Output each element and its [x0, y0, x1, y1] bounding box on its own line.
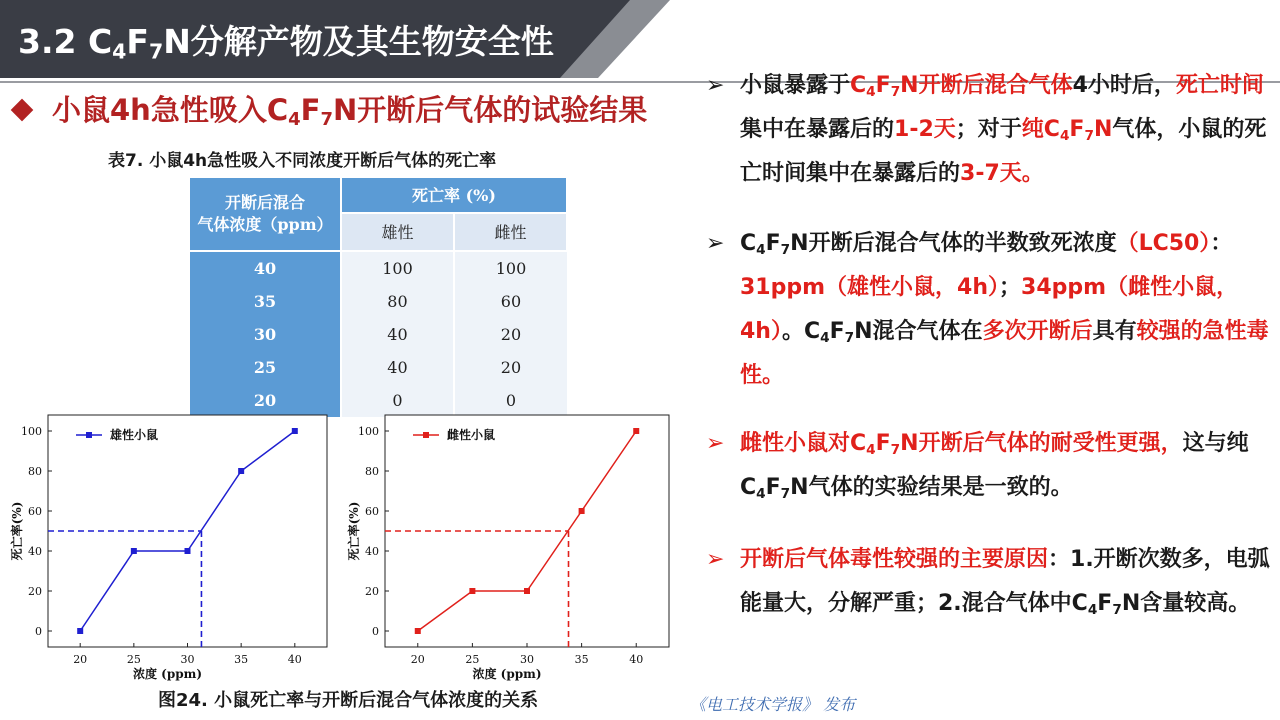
data-point	[185, 548, 191, 554]
x-axis-label: 浓度 (ppm)	[472, 667, 542, 681]
conc-cell: 20	[189, 384, 341, 417]
table-row	[189, 318, 567, 351]
mortality-group-header: 死亡率 (%)	[341, 177, 567, 213]
y-axis-label: 死亡率(%)	[347, 501, 361, 561]
y-tick-label: 40	[365, 545, 379, 558]
male-header: 雄性	[341, 213, 454, 251]
male-cell: 40	[341, 351, 454, 384]
x-tick-label: 20	[73, 653, 88, 666]
figure-caption: 图24. 小鼠死亡率与开断后混合气体浓度的关系	[158, 690, 539, 711]
page-title: 3.2 $C_4F_7N$分解产物及其生物安全性	[18, 22, 554, 64]
data-point	[415, 628, 421, 634]
y-tick-label: 60	[28, 505, 42, 518]
x-tick-label: 25	[126, 653, 141, 666]
mortality-table	[188, 176, 568, 417]
table-row	[189, 251, 567, 285]
male-cell: 80	[341, 285, 454, 318]
legend-label: 雄性小鼠	[110, 428, 159, 442]
data-point	[633, 428, 639, 434]
x-tick-label: 35	[234, 653, 249, 666]
y-tick-label: 100	[21, 425, 42, 438]
bullet-text: 雌性小鼠对$C_4F_7N$开断后气体的耐受性更强，这与纯$C_4F_7N$气体的实验结果是一致的。	[740, 431, 1249, 502]
data-point	[238, 468, 244, 474]
x-tick-label: 30	[180, 653, 195, 666]
conc-cell: 30	[189, 318, 341, 351]
x-tick-label: 40	[629, 653, 644, 666]
arrow-bullet-icon: ➢	[706, 73, 725, 98]
y-axis-label: 死亡率(%)	[10, 501, 24, 561]
female-cell: 60	[454, 285, 567, 318]
arrow-bullet-icon: ➢	[706, 431, 725, 456]
conc-cell: 35	[189, 285, 341, 318]
arrow-bullet-icon: ➢	[706, 547, 725, 572]
publisher-note: 《电工技术学报》 发布	[690, 695, 856, 714]
y-tick-label: 20	[28, 585, 42, 598]
female-cell: 20	[454, 318, 567, 351]
table-row	[189, 285, 567, 318]
x-tick-label: 40	[287, 653, 302, 666]
y-tick-label: 100	[358, 425, 379, 438]
bullet-text: 小鼠暴露于$C_4F_7N$开断后混合气体4小时后，死亡时间集中在暴露后的1-2天；对于纯$C_4F_7N$气体，小鼠的死亡时间集中在暴露后的3-7天。	[740, 73, 1267, 186]
conc-cell: 40	[189, 251, 341, 285]
female-cell: 20	[454, 351, 567, 384]
y-tick-label: 0	[35, 625, 42, 638]
male-cell: 0	[341, 384, 454, 417]
x-tick-label: 35	[574, 653, 589, 666]
concentration-header-line1: 开断后混合	[224, 193, 305, 212]
section-heading: 小鼠4h急性吸入$C_4F_7N$开断后气体的试验结果	[52, 93, 648, 131]
data-point	[131, 548, 137, 554]
male-cell: 40	[341, 318, 454, 351]
male-cell: 100	[341, 251, 454, 285]
x-tick-label: 25	[465, 653, 480, 666]
data-point	[579, 508, 585, 514]
female-cell: 100	[454, 251, 567, 285]
bullet-text: 开断后气体毒性较强的主要原因：1.开断次数多，电弧能量大，分解严重；2.混合气体中$C_4F_7N$含量较高。	[740, 547, 1270, 618]
y-tick-label: 20	[365, 585, 379, 598]
conc-cell: 25	[189, 351, 341, 384]
data-point	[524, 588, 530, 594]
female-cell: 0	[454, 384, 567, 417]
data-point	[469, 588, 475, 594]
arrow-bullet-icon: ➢	[706, 231, 725, 256]
y-tick-label: 80	[365, 465, 379, 478]
concentration-header-line2: 气体浓度（ppm）	[197, 215, 333, 234]
x-tick-label: 30	[520, 653, 534, 666]
y-tick-label: 0	[372, 625, 379, 638]
bullet-text: $C_4F_7N$开断后混合气体的半数致死浓度（LC50）：31ppm（雄性小鼠，4h）；34ppm（雌性小鼠，4h）。$C_4F_7N$混合气体在多次开断后具有较强的急性毒性。	[740, 231, 1269, 388]
y-tick-label: 40	[28, 545, 42, 558]
legend-marker	[423, 432, 429, 438]
female-mortality-chart	[337, 410, 677, 685]
legend-label: 雌性小鼠	[447, 428, 496, 442]
legend-marker	[86, 432, 92, 438]
x-tick-label: 20	[410, 653, 425, 666]
data-point	[77, 628, 83, 634]
female-header: 雌性	[454, 213, 567, 251]
x-axis-label: 浓度 (ppm)	[132, 667, 203, 681]
table-row	[189, 351, 567, 384]
y-tick-label: 80	[28, 465, 42, 478]
concentration-header	[189, 177, 341, 251]
male-mortality-chart	[0, 410, 335, 685]
table-caption: 表7. 小鼠4h急性吸入不同浓度开断后气体的死亡率	[108, 151, 497, 171]
y-tick-label: 60	[365, 505, 379, 518]
data-point	[292, 428, 298, 434]
